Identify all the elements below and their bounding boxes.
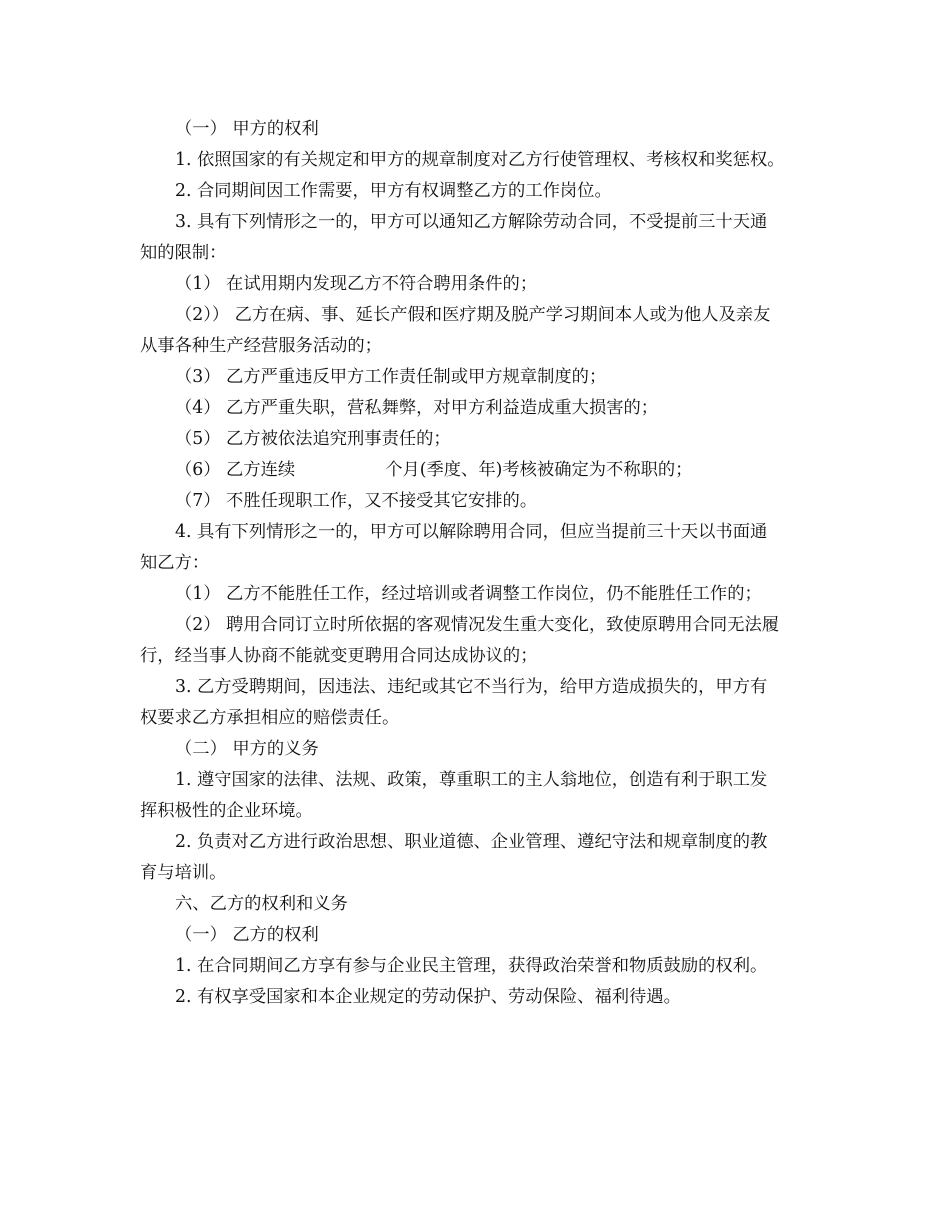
line-text: 3. 具有下列情形之一的，甲方可以通知乙方解除劳动合同，不受提前三十天通 [175,212,768,232]
line-text: （一） 乙方的权利 [175,925,319,945]
line-text: 1. 在合同期间乙方享有参与企业民主管理，获得政治荣誉和物质鼓励的权利。 [175,956,768,976]
list-item [140,300,830,331]
line-text: 行，经当事人协商不能就变更聘用合同达成协议的； [140,646,538,666]
line-text: 1. 遵守国家的法律、法规、政策，尊重职工的主人翁地位，创造有利于职工发 [175,770,768,790]
list-item [140,579,830,610]
list-item [140,455,830,486]
line-text: 知的限制： [140,243,227,263]
list-item [140,424,830,455]
line-text: （3） 乙方严重违反甲方工作责任制或甲方规章制度的； [175,367,607,387]
paragraph-continuation [140,858,830,889]
paragraph [140,765,830,796]
paragraph-continuation [140,548,830,579]
line-text: （5） 乙方被依法追究刑事责任的； [175,429,451,449]
line-text: （二） 甲方的义务 [175,739,319,759]
paragraph [140,517,830,548]
line-text: 4. 具有下列情形之一的，甲方可以解除聘用合同，但应当提前三十天以书面通 [175,522,768,542]
line-text: 知乙方： [140,553,210,573]
paragraph-continuation [140,796,830,827]
list-item [140,610,830,641]
list-item [140,269,830,300]
section-heading-party-a-obligations [140,734,830,765]
chapter-heading [140,889,830,920]
paragraph [140,827,830,858]
line-text: 2. 负责对乙方进行政治思想、职业道德、企业管理、遵纪守法和规章制度的教 [175,832,768,852]
paragraph [140,672,830,703]
paragraph-continuation [140,331,830,362]
paragraph [140,951,830,982]
paragraph [140,207,830,238]
line-text: 从事各种生产经营服务活动的； [140,336,382,356]
line-text: （1） 在试用期内发现乙方不符合聘用条件的； [175,274,538,294]
line-text: （一） 甲方的权利 [175,119,319,139]
list-item [140,393,830,424]
paragraph-continuation [140,238,830,269]
line-text: 1. 依照国家的有关规定和甲方的规章制度对乙方行使管理权、考核权和奖惩权。 [175,150,785,170]
line-text: 权要求乙方承担相应的赔偿责任。 [140,708,400,728]
line-text: （6） 乙方连续 [175,460,296,480]
line-text: 育与培训。 [140,863,227,883]
section-heading-party-a-rights [140,114,830,145]
list-item [140,362,830,393]
document-body [140,114,830,1013]
line-text: （2）） 乙方在病、事、延长产假和医疗期及脱产学习期间本人或为他人及亲友 [175,305,771,325]
paragraph-continuation [140,641,830,672]
line-text: （4） 乙方严重失职，营私舞弊，对甲方利益造成重大损害的； [175,398,659,418]
line-text: 2. 有权享受国家和本企业规定的劳动保护、劳动保险、福利待遇。 [175,987,681,1007]
paragraph [140,982,830,1013]
paragraph-continuation [140,703,830,734]
paragraph [140,176,830,207]
line-text: 3. 乙方受聘期间，因违法、违纪或其它不当行为，给甲方造成损失的，甲方有 [175,677,768,697]
paragraph [140,145,830,176]
line-text: （2） 聘用合同订立时所依据的客观情况发生重大变化，致使原聘用合同无法履 [175,615,780,635]
line-text: 2. 合同期间因工作需要，甲方有权调整乙方的工作岗位。 [175,181,612,201]
list-item [140,486,830,517]
section-heading-party-b-rights [140,920,830,951]
line-text: 挥积极性的企业环境。 [140,801,313,821]
line-text: （1） 乙方不能胜任工作，经过培训或者调整工作岗位，仍不能胜任工作的； [175,584,762,604]
line-text: （7） 不胜任现职工作，又不接受其它安排的。 [175,491,538,511]
line-text: 六、乙方的权利和义务 [175,894,348,914]
line-text: 个月(季度、年)考核被确定为不称职的； [385,460,693,480]
